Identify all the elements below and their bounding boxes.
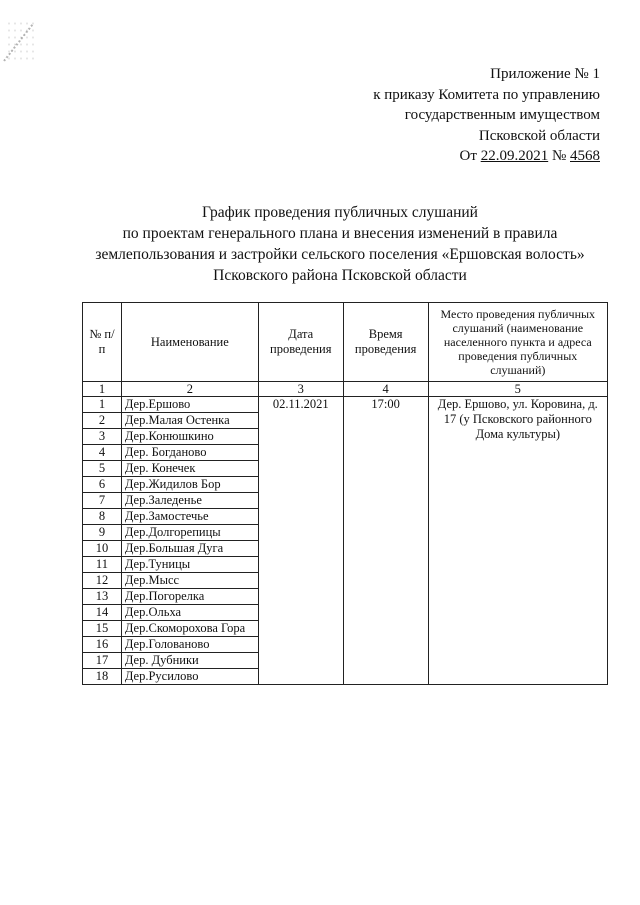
hearing-time: 17:00 <box>343 397 428 685</box>
header-place: Место проведения публичных слушаний (наименование населенного пункта и адреса проведения публичных слушаний) <box>428 303 607 382</box>
table-row <box>83 397 608 413</box>
row-num: 7 <box>83 493 122 509</box>
row-num: 10 <box>83 541 122 557</box>
row-name: Дер.Конюшкино <box>121 429 258 445</box>
row-name: Дер.Жидилов Бор <box>121 477 258 493</box>
row-name: Дер. Конечек <box>121 461 258 477</box>
row-name: Дер.Ольха <box>121 605 258 621</box>
order-date: 22.09.2021 <box>480 148 549 164</box>
row-name: Дер. Богданово <box>121 445 258 461</box>
row-num: 16 <box>83 637 122 653</box>
row-name: Дер.Погорелка <box>121 589 258 605</box>
row-name: Дер.Замостечье <box>121 509 258 525</box>
column-number: 1 <box>83 382 122 397</box>
row-name: Дер.Ершово <box>121 397 258 413</box>
row-name: Дер.Мысс <box>121 573 258 589</box>
row-num: 11 <box>83 557 122 573</box>
date-prefix: От <box>459 148 477 164</box>
column-number: 3 <box>258 382 343 397</box>
row-num: 13 <box>83 589 122 605</box>
row-name: Дер.Большая Дуга <box>121 541 258 557</box>
row-num: 17 <box>83 653 122 669</box>
number-prefix: № <box>551 148 567 164</box>
column-number: 4 <box>343 382 428 397</box>
row-num: 1 <box>83 397 122 413</box>
hearing-date: 02.11.2021 <box>258 397 343 685</box>
row-name: Дер. Дубники <box>121 653 258 669</box>
row-name: Дер.Русилово <box>121 669 258 685</box>
header-time: Время проведения <box>343 303 428 382</box>
document-title <box>80 202 600 286</box>
row-num: 3 <box>83 429 122 445</box>
row-num: 5 <box>83 461 122 477</box>
title-line-2: по проектам генерального плана и внесения изменений в правила <box>122 225 558 242</box>
title-line-4: Псковского района Псковской области <box>213 267 467 284</box>
row-name: Дер.Малая Остенка <box>121 413 258 429</box>
column-numbers-row <box>83 382 608 397</box>
appendix-committee-line: государственным имуществом <box>404 107 600 123</box>
column-number: 5 <box>428 382 607 397</box>
hearing-place: Дер. Ершово, ул. Коровина, д. 17 (у Псковского районного Дома культуры) <box>428 397 607 685</box>
header-name: Наименование <box>121 303 258 382</box>
row-num: 4 <box>83 445 122 461</box>
row-num: 2 <box>83 413 122 429</box>
appendix-order-line: к приказу Комитета по управлению <box>373 86 600 103</box>
order-number: 4568 <box>570 148 600 164</box>
row-name: Дер.Долгорепицы <box>121 525 258 541</box>
column-number: 2 <box>121 382 258 397</box>
title-line-1: График проведения публичных слушаний <box>202 204 478 221</box>
row-name: Дер.Туницы <box>121 557 258 573</box>
header-num: № п/п <box>83 303 122 382</box>
row-name: Дер.Голованово <box>121 637 258 653</box>
row-num: 9 <box>83 525 122 541</box>
row-name: Дер.Скоморохова Гора <box>121 621 258 637</box>
appendix-title: Приложение № 1 <box>490 66 600 82</box>
row-num: 14 <box>83 605 122 621</box>
row-num: 12 <box>83 573 122 589</box>
hearings-schedule-table <box>82 302 608 685</box>
row-num: 8 <box>83 509 122 525</box>
appendix-header <box>373 64 600 167</box>
table-header-row <box>83 303 608 382</box>
title-line-3: землепользования и застройки сельского поселения «Ершовская волость» <box>95 246 585 263</box>
row-name: Дер.Заледенье <box>121 493 258 509</box>
row-num: 15 <box>83 621 122 637</box>
header-date: Дата проведения <box>258 303 343 382</box>
appendix-region-line: Псковской области <box>478 127 600 144</box>
row-num: 18 <box>83 669 122 685</box>
appendix-date-line <box>373 146 600 167</box>
row-num: 6 <box>83 477 122 493</box>
